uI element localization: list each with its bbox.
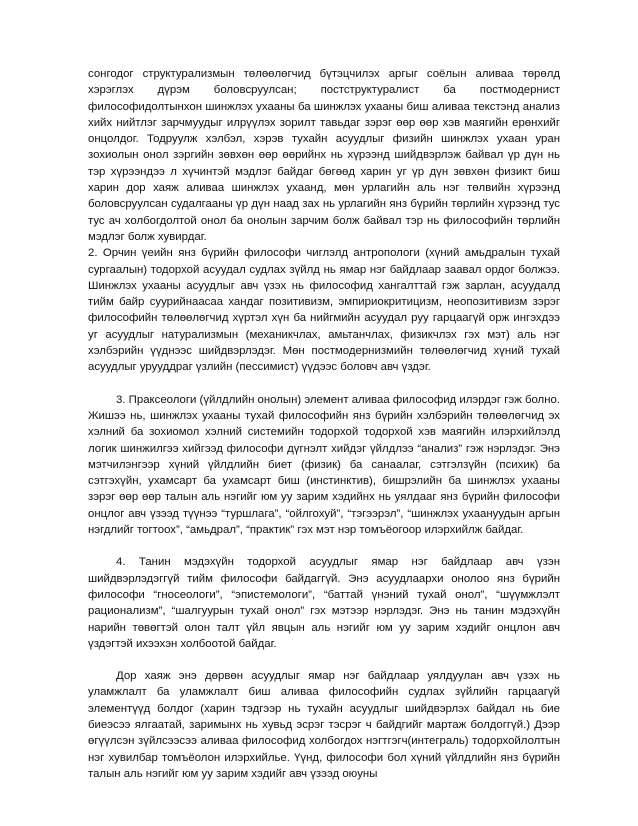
paragraph-gap [88,376,560,392]
document-page [88,66,560,782]
paragraph-praxeology: 3. Праксеологи (үйлдлийн онолын) элемент аливаа философид илэрдэг гэж болно. Жишээ нь, шинжлэх ухааны тухай философийн янз бүрийн хэлбэрийн төлөөлөгчид эх хэлний ба зохиомол хэлний системийн тодорхой тодорхой хэв маягийн илэрхийлэлд логик шинжилгээ хийгээд философи дүгнэлт хийдэг үйлдлээ “анализ” гэж нэрлэдэг. Энэ мэтчилэнгээр хүний үйлдлийн биет (физик) ба санаалаг, сэтгэлзүйн (психик) ба сэтгэхүйн, ухамсарт ба ухамсарт биш (инстинктив), бишрэлийн ба шинжлэх ухааны зэрэг өөр өөр талын аль нэгийг юм уу зарим хэдийнх нь уялдааг янз бүрийн философи онцлог авч үзээд түүнээ “туршлага”, “ойлгохуй”, “тэгээрэл”, “шинжлэх ухаануудын аргын нэгдлийг тогтоох”, “амьдрал”, “практик” гэх мэт нэр томъёогоор илэрхийлж байдаг. [88,393,560,537]
paragraph-gap [88,652,560,668]
paragraph-anthropology: 2. Орчин үеийн янз бүрийн философи чиглэлд антропологи (хүний амьдралын тухай сургаалын) тодорхой асуудал судлах зүйлд нь ямар нэг байдлаар заавал ордог болжээ. Шинжлэх ухааны асуудлыг авч үзэх нь философид хангалттай гэж зарлан, асуудалд тийм байр суурийнаасаа хандаг позитивизм, эмпириокритицизм, неопозитивизм зэрэг философийн төлөөлөгчид хүртэл хүн ба нийгмийн асуудал руу гарцаагүй орж ингэхдээ уг асуудлыг натурализмын (механикчлах, амьтанчлах, физикчлэх гэх мэт) аль нэг хэлбэрийн үүднээс шийдвэрлэдэг. Мөн постмодернизмийн төлөөлөгчид хүний тухай асуудлыг урууддраг үзлийн (пессимист) үүдээс боловч авч үздэг. [88,247,560,374]
paragraph-structuralism: сонгодог структурализмын төлөөлөгчид бүтэцчилэх аргыг соёлын аливаа төрөлд хэрэглэх дүрэм боловсруулсан; постструктуралист ба постмодернист философидолтынхон шинжлэх ухааны ба шинжлэх ухааны биш аливаа текстэнд анализ хийх нийтлэг зарчмуудыг илрүүлэх зорилт тавьдаг зэрэг өөр өөр хэв маягийн ерөнхийг онцолдог. Тодруулж хэлбэл, хэрэв тухайн асуудлыг физийн шинжлэх ухаан уран зохиолын онол зэргийн зөвхөн өөр өөрийнх нь хүрээнд шийдвэрлэж байвал үр дүн нь тэр хүрээндээ л хүчинтэй мэдлэг байдаг бөгөөд харин уг үр дүн зөвхөн физикт биш харин дор хаяж аливаа шинжлэх ухаанд, мөн урлагийн аль нэг төлвийн хүрээнд боловсруулсан судалгааны үр дүн наад зах нь урлагийн янз бүрийн төрлийн хүрээнд тус тус ач холбогдолтой онол ба онолын зарчим болж байвал тэр нь философийн төрлийн мэдлэг болж хувирдаг. [88,68,560,243]
paragraph-gap [88,538,560,554]
paragraph-epistemology: 4. Танин мэдэхүйн тодорхой асуудлыг ямар нэг байдлаар авч үзэн шийдвэрлэдэггүй тийм философи байдаггүй. Энэ асуудлаархи онолоо янз бүрийн философи “гносеологи”, “эпистемологи”, “баттай үнэний тухай онол”, “шүүмжлэлт рационализм”, “шалгуурын тухай онол” гэх мэтээр нэрлэдэг. Энэ нь танин мэдэхүйн нарийн төвөгтэй олон талт үйл явцын аль нэгийг юм уу зарим хэдийг онцлон авч үздэгтэй ихээхэн холбоотой байдаг. [88,556,560,650]
paragraph-conclusion: Дор хаяж энэ дөрвөн асуудлыг ямар нэг байдлаар уялдуулан авч үзэх нь уламжлалт ба уламжлалт биш аливаа философийн судлах зүйлийн гарцаагүй элементүүд болдог (харин тэдгээр нь тухайн асуудлыг шийдвэрлэх байдал нь бие биеэсээ ялгаатай, заримынх нь хувьд эсрэг тэсрэг ч байдгийг мартаж болдоггүй.) Дээр өгүүлсэн зүйлсээсээ аливаа философид холбогдох нэгтгэгч(интеграль) тодорхойлолтын нэг хувилбар томъёолон илэрхийлье. Үүнд, философи бол хүний үйлдлийн янз бүрийн талын аль нэгийг юм уу зарим хэдийг авч үзээд оюуны [88,670,560,780]
